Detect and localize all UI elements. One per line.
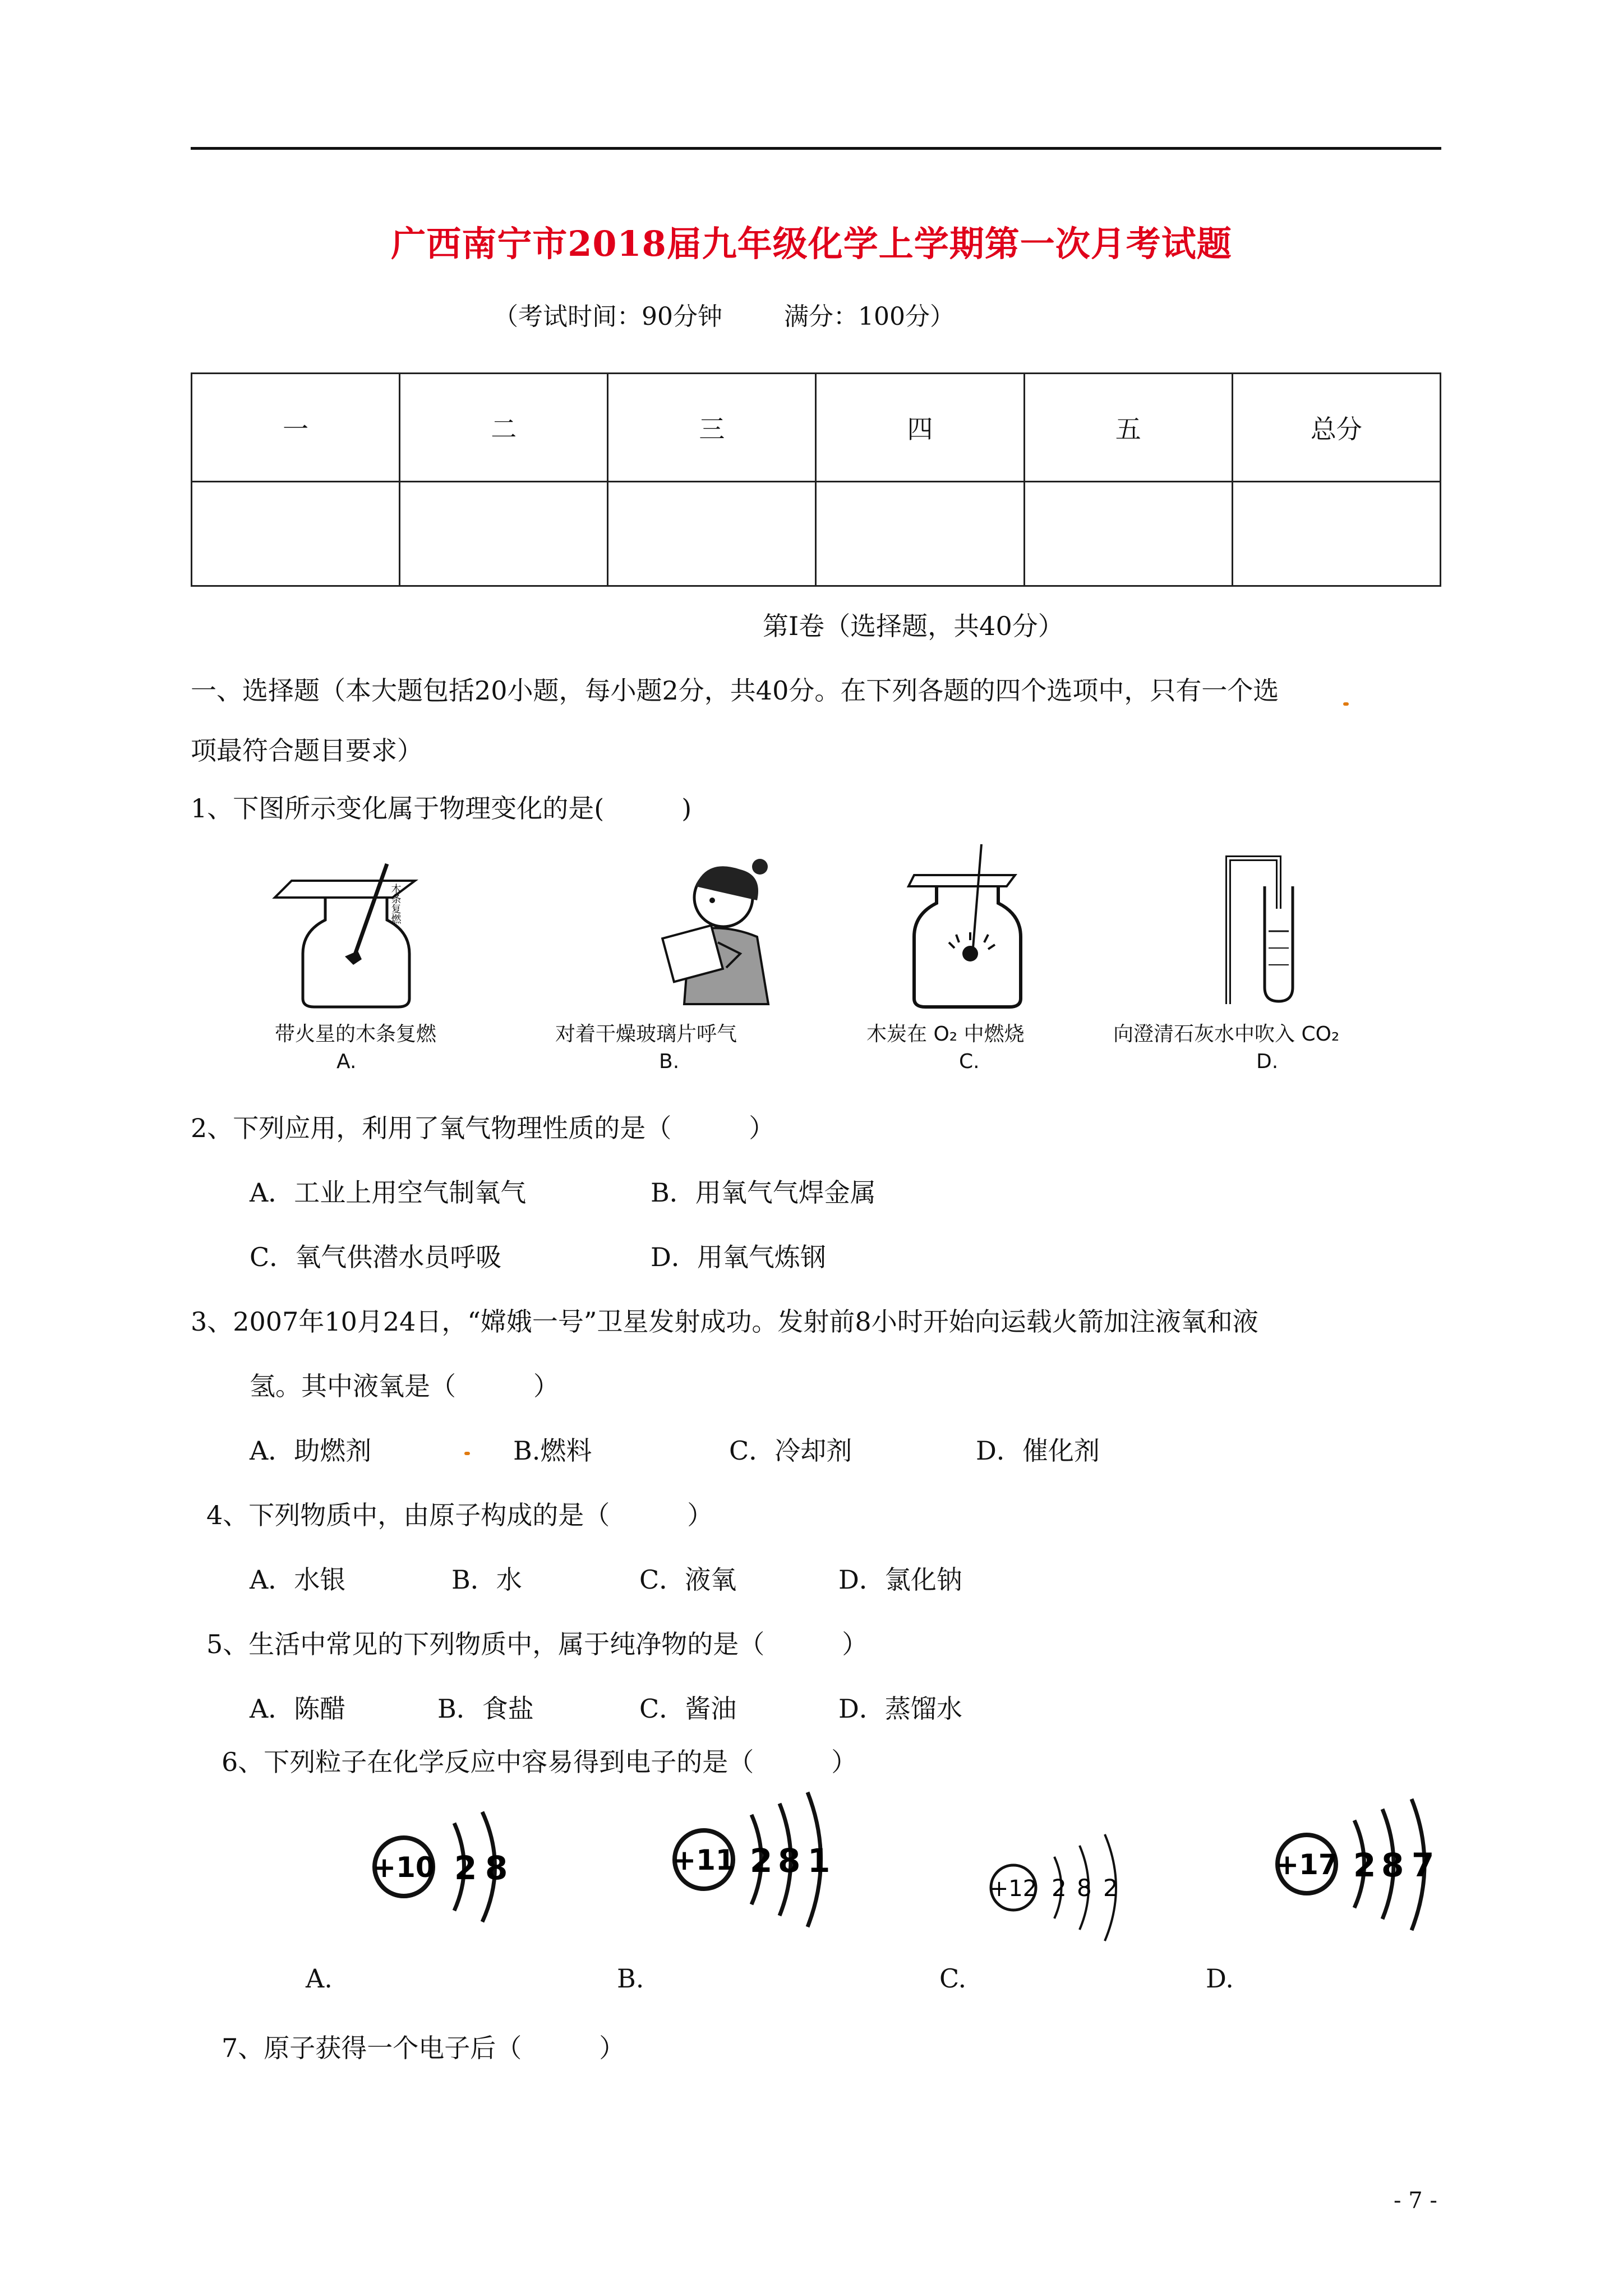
q6-atom-a-nucleus: +10	[372, 1851, 435, 1884]
q1-caption-c: 木炭在 O₂ 中燃烧	[866, 1023, 1025, 1046]
q6-atom-d-shell-3: 7	[1412, 1846, 1435, 1884]
q6-stem: 6、下列粒子在化学反应中容易得到电子的是（ ）	[222, 1747, 857, 1777]
q1-figure-d-test-tube	[1206, 841, 1340, 1010]
exam-info	[494, 296, 955, 332]
page-number: - 7 -	[1394, 2188, 1437, 2214]
part1-title: 第Ⅰ卷（选择题，共40分）	[763, 611, 1064, 641]
orange-mark	[1343, 702, 1349, 706]
q6-option-a[interactable]: A.	[306, 1963, 333, 1994]
q6-atom-b-shell-1: 2	[750, 1842, 773, 1880]
q6-atom-a-shell-2: 8	[485, 1849, 508, 1887]
exam-full-score: 满分：100分）	[784, 302, 955, 331]
score-cell[interactable]	[192, 482, 400, 586]
q1-caption-d: 向澄清石灰水中吹入 CO₂	[1113, 1023, 1340, 1046]
score-cell[interactable]	[816, 482, 1024, 586]
q6-atom-a-shell-1: 2	[454, 1849, 477, 1887]
q6-atom-b-nucleus: +11	[672, 1844, 735, 1876]
score-col-4: 四	[816, 374, 1024, 482]
q6-atom-b	[659, 1789, 850, 1930]
q6-atom-c-shell-1: 2	[1052, 1874, 1067, 1902]
q1-letter-c: C.	[959, 1050, 980, 1073]
q4-option-b[interactable]: B．水	[451, 1565, 522, 1595]
q1-caption-a: 带火星的木条复燃	[275, 1023, 437, 1046]
orange-mark	[464, 1452, 470, 1455]
q6-atom-c	[979, 1823, 1147, 1952]
q2-option-d[interactable]: D．用氧气炼钢	[651, 1242, 826, 1272]
q6-option-b[interactable]: B.	[617, 1963, 644, 1994]
header-rule	[191, 147, 1441, 150]
splint-label: 木条复燃	[389, 884, 402, 924]
q4-option-d[interactable]: D．氯化钠	[838, 1565, 962, 1595]
q1-letter-a: A.	[336, 1050, 357, 1073]
score-col-1: 一	[192, 374, 400, 482]
score-table	[191, 372, 1441, 587]
section1-instructions-line2: 项最符合题目要求）	[191, 735, 423, 766]
q2-option-c[interactable]: C．氧气供潜水员呼吸	[250, 1242, 502, 1272]
q1-figure-c-charcoal-burning	[903, 841, 1032, 1015]
q4-option-c[interactable]: C．液氧	[639, 1565, 737, 1595]
q6-atom-d-shell-2: 8	[1381, 1846, 1404, 1884]
q6-option-d[interactable]: D.	[1206, 1963, 1234, 1994]
score-cell[interactable]	[1232, 482, 1440, 586]
q6-atom-a	[359, 1801, 527, 1930]
q5-option-b[interactable]: B．食盐	[437, 1694, 534, 1724]
score-table-header-row	[192, 374, 1441, 482]
q6-atom-b-shell-2: 8	[778, 1842, 801, 1880]
q6-atom-d-nucleus: +17	[1275, 1848, 1338, 1881]
q4-stem: 4、下列物质中，由原子构成的是（ ）	[206, 1500, 713, 1530]
q6-atom-b-shell-3: 1	[808, 1842, 831, 1880]
exam-title: 广西南宁市2018届九年级化学上学期第一次月考试题	[391, 223, 1232, 264]
q6-atom-d-shell-1: 2	[1353, 1846, 1376, 1884]
score-col-2: 二	[400, 374, 608, 482]
score-col-total: 总分	[1232, 374, 1440, 482]
q1-stem: 1、下图所示变化属于物理变化的是( )	[191, 793, 692, 823]
q4-option-a[interactable]: A．水银	[250, 1565, 346, 1595]
q3-option-c[interactable]: C．冷却剂	[729, 1435, 852, 1466]
score-col-3: 三	[608, 374, 816, 482]
q3-stem-line1: 3、2007年10月24日，“嫦娥一号”卫星发射成功。发射前8小时开始向运载火箭加注液氧和液	[191, 1306, 1258, 1337]
q3-option-b[interactable]: B.燃料	[513, 1435, 592, 1466]
q5-stem: 5、生活中常见的下列物质中，属于纯净物的是（ ）	[206, 1629, 868, 1659]
q5-option-c[interactable]: C．酱油	[639, 1694, 737, 1724]
q5-option-d[interactable]: D．蒸馏水	[838, 1694, 962, 1724]
q2-option-b[interactable]: B．用氧气气焊金属	[651, 1177, 876, 1208]
score-cell[interactable]	[1024, 482, 1232, 586]
q6-atom-c-nucleus: +12	[989, 1876, 1038, 1902]
q1-figure-a-jar-splint	[269, 853, 449, 1021]
q3-stem-line2: 氢。其中液氧是（ ）	[250, 1371, 559, 1401]
q5-option-a[interactable]: A．陈醋	[250, 1694, 346, 1724]
q7-stem: 7、原子获得一个电子后（ ）	[222, 2033, 625, 2063]
exam-time: （考试时间：90分钟	[494, 302, 722, 331]
q1-letter-b: B.	[659, 1050, 680, 1073]
q1-figure-b-girl-breathing	[628, 847, 808, 1015]
q1-letter-d: D.	[1256, 1050, 1279, 1073]
q6-atom-d	[1265, 1798, 1455, 1932]
q3-option-a[interactable]: A．助燃剂	[250, 1435, 372, 1466]
q2-stem: 2、下列应用，利用了氧气物理性质的是（ ）	[191, 1113, 775, 1143]
q3-option-d[interactable]: D．催化剂	[976, 1435, 1100, 1466]
q6-option-c[interactable]: C.	[939, 1963, 967, 1994]
q6-atom-c-shell-2: 8	[1077, 1874, 1092, 1902]
q6-atom-c-shell-3: 2	[1103, 1874, 1118, 1902]
score-cell[interactable]	[400, 482, 608, 586]
q1-caption-b: 对着干燥玻璃片呼气	[555, 1023, 737, 1046]
score-cell[interactable]	[608, 482, 816, 586]
section1-instructions-line1: 一、选择题（本大题包括20小题，每小题2分，共40分。在下列各题的四个选项中，只有一个选	[191, 675, 1279, 706]
score-col-5: 五	[1024, 374, 1232, 482]
score-table-blank-row	[192, 482, 1441, 586]
q2-option-a[interactable]: A．工业上用空气制氧气	[250, 1177, 527, 1208]
